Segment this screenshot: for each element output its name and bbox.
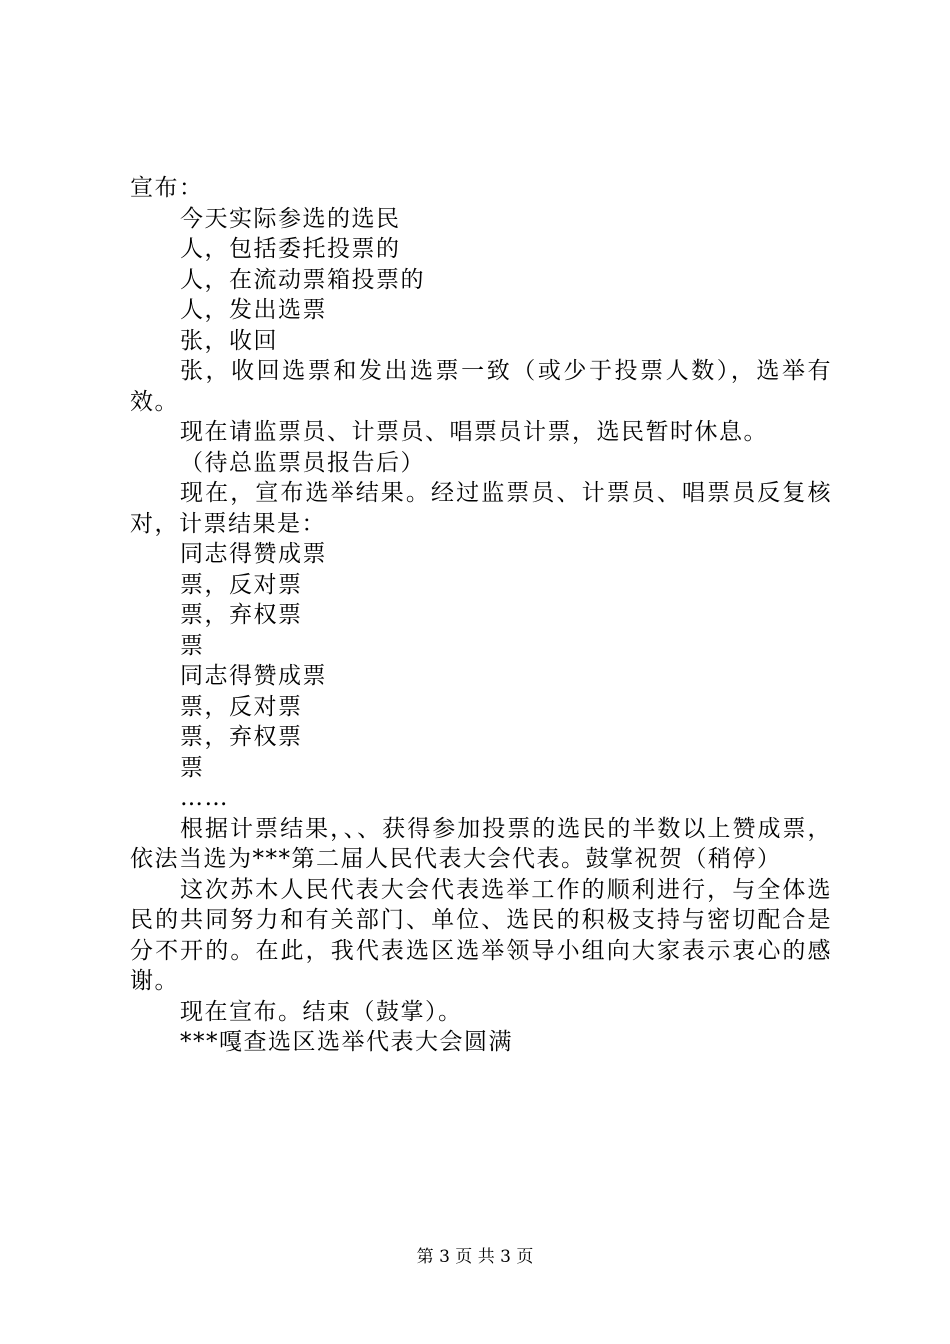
line-count-request: 现在请监票员、计票员、唱票员计票，选民暂时休息。: [180, 419, 768, 445]
line-voters: 今天实际参选的选民: [180, 205, 401, 232]
ellipsis: ……: [180, 785, 229, 811]
line-last: ***嘎查选区选举代表大会圆满: [180, 1029, 513, 1055]
tally-a-abstain: 票，弃权票: [180, 602, 303, 628]
line-issued: 人，发出选票: [180, 297, 327, 323]
page-footer: 第 3 页 共 3 页: [416, 1247, 534, 1267]
tally-a-end: 票: [180, 632, 205, 659]
paragraph-result: 现在，宣布选举结果。经过监票员、计票员、唱票员反复核对，计票结果是：: [130, 480, 832, 537]
tally-b-against: 票，反对票: [180, 693, 303, 720]
tally-b-end: 票: [180, 754, 205, 781]
document-body: [130, 173, 832, 1058]
paragraph-thanks: 这次苏木人民代表大会代表选举工作的顺利进行，与全体选民的共同努力和有关部门、单位、选民的积极支持与密切配合是分不开的。在此，我代表选区选举领导小组向大家表示衷心的感谢。: [130, 876, 832, 994]
line-end: 现在宣布。结束（鼓掌）。: [180, 998, 463, 1025]
tally-a-against: 票，反对票: [180, 571, 303, 598]
announce-heading: 宣布：: [130, 175, 204, 201]
line-collected: 张，收回: [180, 327, 278, 354]
paragraph-valid: 张，收回选票和发出选票一致（或少于投票人数），选举有效。: [130, 358, 832, 415]
line-wait-report: （待总监票员报告后）: [180, 449, 425, 476]
tally-a-for: 同志得赞成票: [180, 541, 327, 567]
line-mobile-box: 人，在流动票箱投票的: [180, 266, 425, 293]
paragraph-elected: 根据计票结果，、、获得参加投票的选民的半数以上赞成票，依法当选为***第二届人民代表大会代表。鼓掌祝贺（稍停）: [130, 815, 832, 872]
line-proxy: 人，包括委托投票的: [180, 236, 401, 262]
tally-b-for: 同志得赞成票: [180, 663, 327, 689]
tally-b-abstain: 票，弃权票: [180, 724, 303, 750]
